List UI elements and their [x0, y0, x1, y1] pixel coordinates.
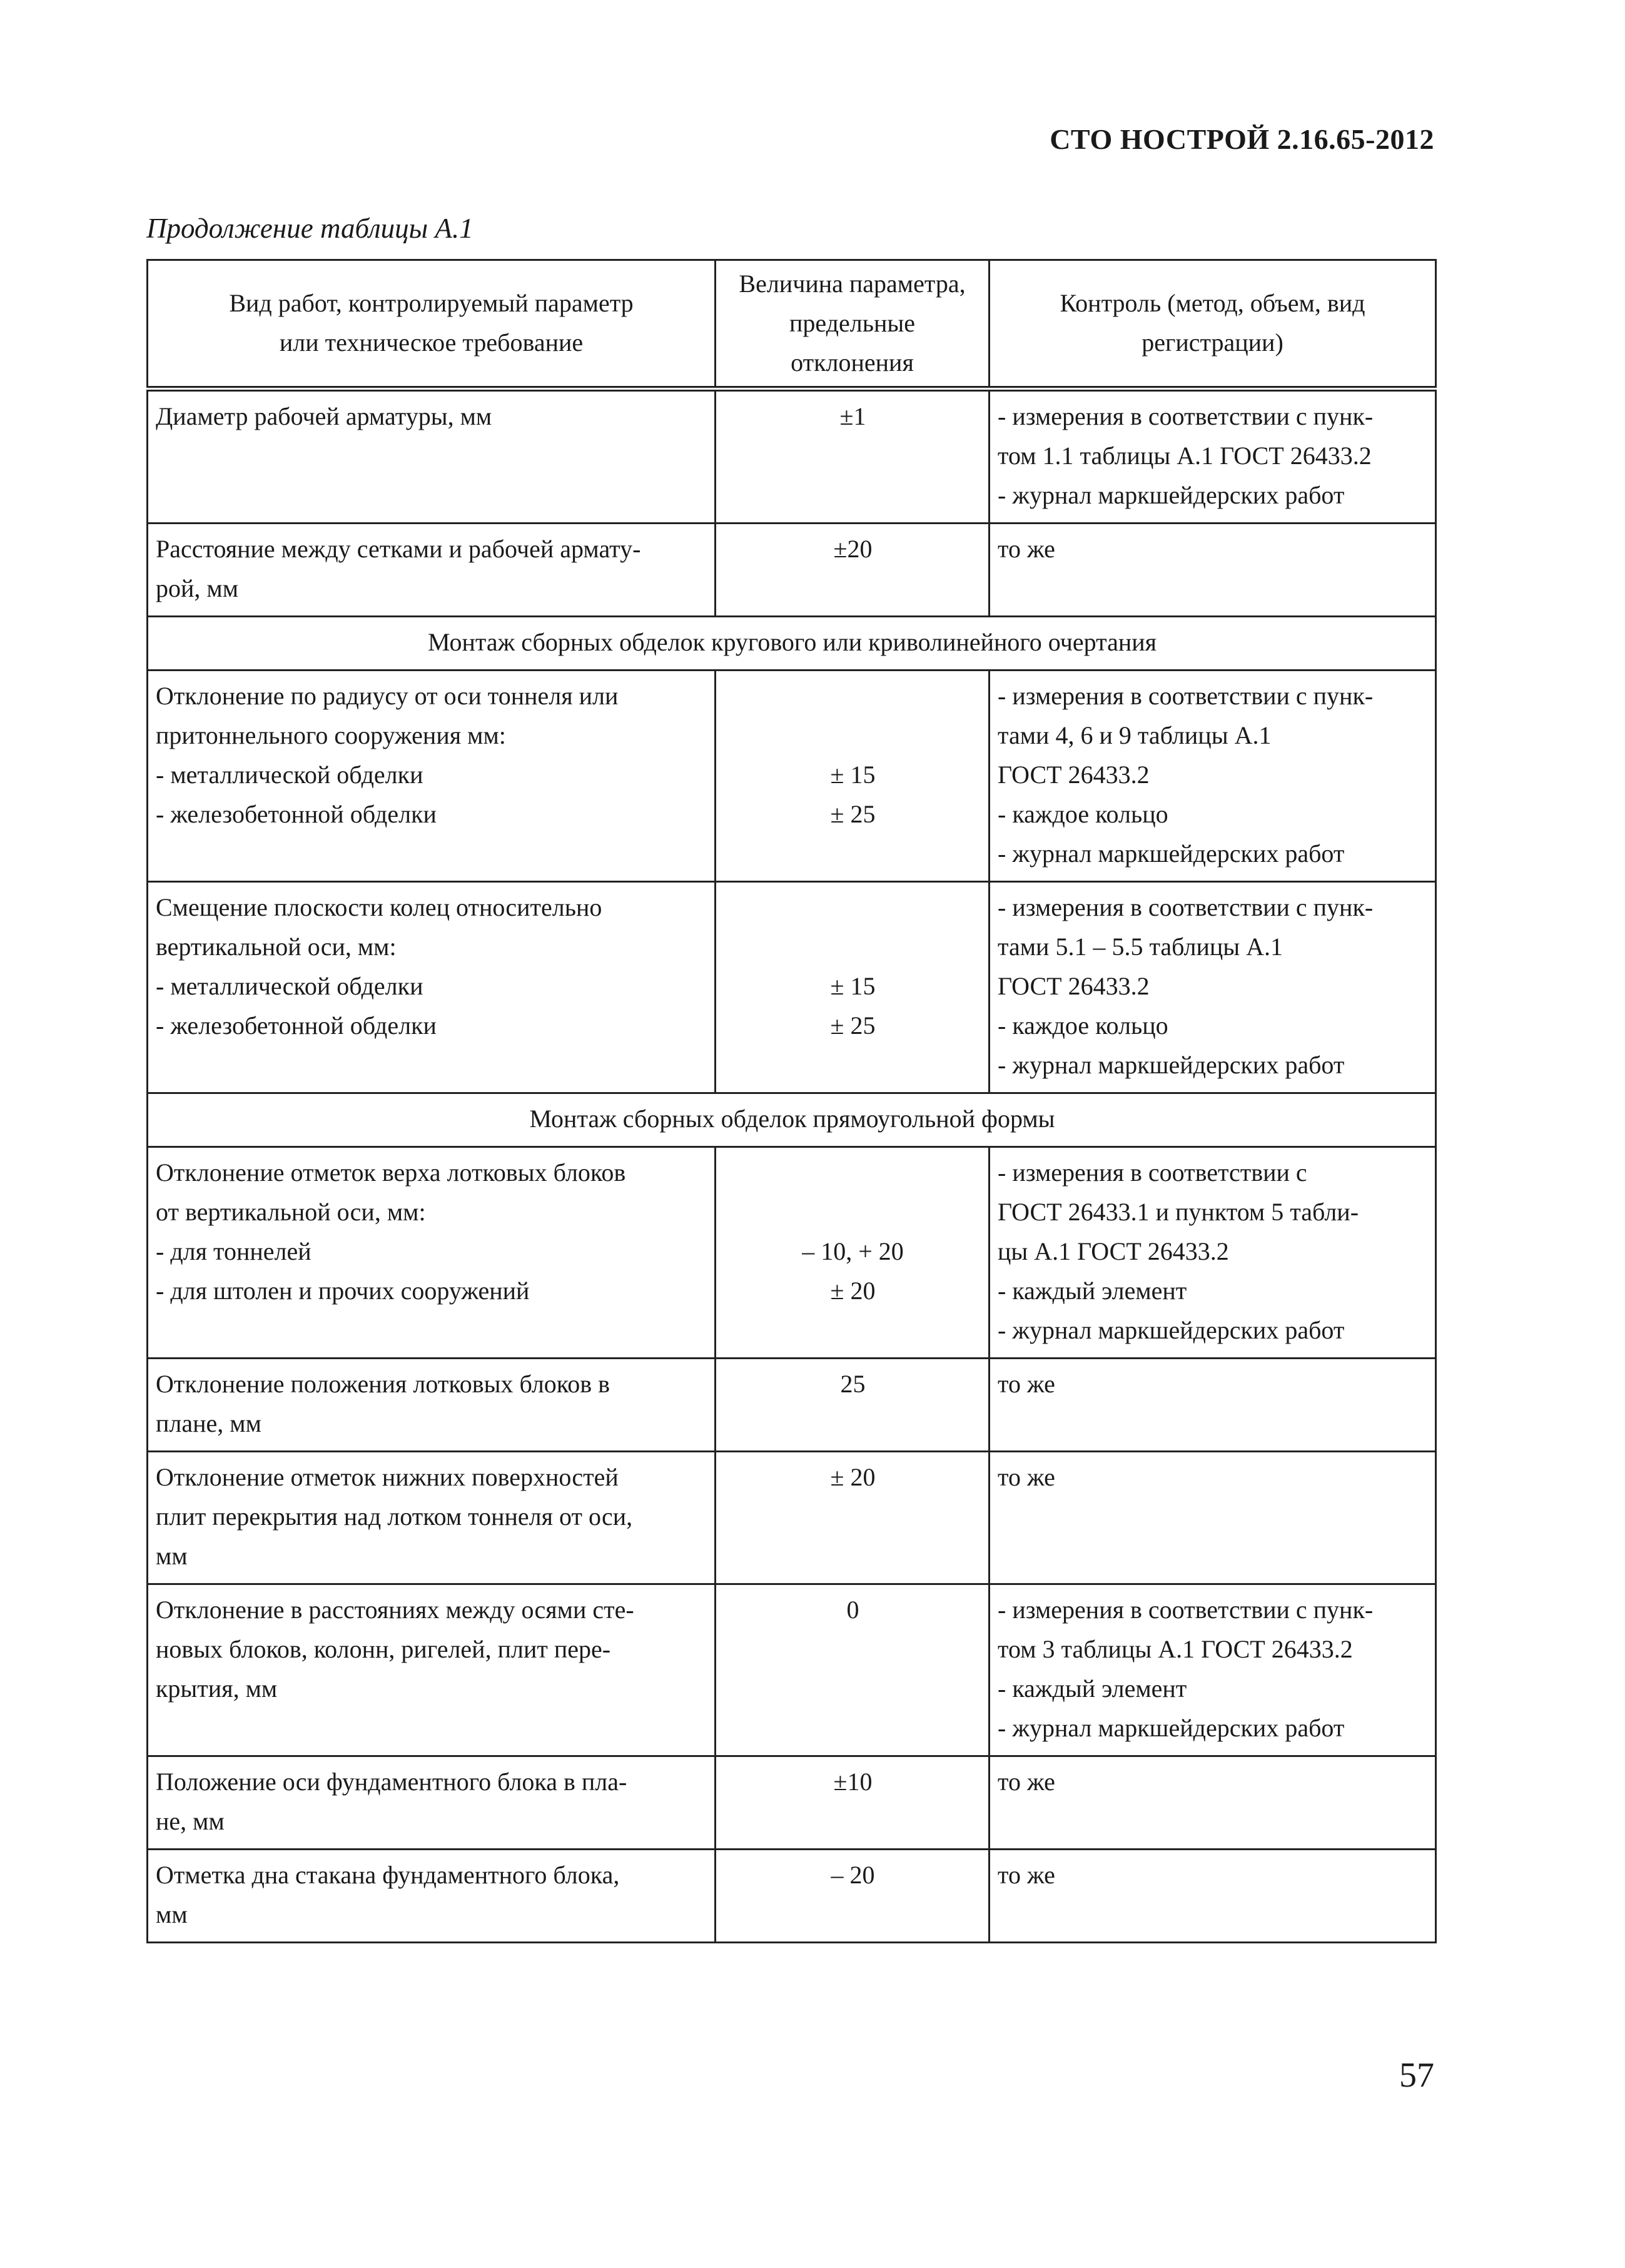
- header-text: Вид работ, контролируемый параметр: [229, 289, 634, 317]
- cell-line: Отклонение отметок нижних поверхностей: [156, 1463, 619, 1491]
- cell-line: мм: [156, 1900, 188, 1928]
- cell-line: 25: [840, 1370, 866, 1398]
- section-row: [148, 1093, 1436, 1147]
- table-row: [148, 1147, 1436, 1359]
- cell-line: вертикальной оси, мм:: [156, 933, 397, 961]
- cell-line: притоннельного сооружения мм:: [156, 721, 506, 749]
- cell-line: - для штолен и прочих сооружений: [156, 1277, 530, 1305]
- cell-line: - журнал маркшейдерских работ: [998, 1051, 1345, 1079]
- cell-line: ± 20: [830, 1463, 876, 1491]
- cell-line: от вертикальной оси, мм:: [156, 1198, 426, 1226]
- cell-line: - железобетонной обделки: [156, 1011, 437, 1040]
- table-row: [148, 1584, 1436, 1756]
- cell-line: ± 20: [830, 1277, 876, 1305]
- table-row: [148, 882, 1436, 1093]
- header-text: регистрации): [1142, 328, 1283, 357]
- table-header-row: [148, 260, 1436, 389]
- cell-line: мм: [156, 1542, 188, 1570]
- cell-line: ±10: [833, 1768, 873, 1796]
- table-row: [148, 1850, 1436, 1943]
- param-cell: [148, 389, 716, 524]
- cell-line: том 3 таблицы А.1 ГОСТ 26433.2: [998, 1635, 1353, 1663]
- param-cell: [148, 1147, 716, 1359]
- cell-line: Положение оси фундаментного блока в пла-: [156, 1768, 627, 1796]
- param-cell: [148, 1756, 716, 1850]
- control-cell: [990, 389, 1436, 524]
- value-cell: [716, 1147, 990, 1359]
- param-cell: [148, 1359, 716, 1452]
- value-cell: [716, 1584, 990, 1756]
- requirements-table: [146, 259, 1437, 1943]
- cell-line: том 1.1 таблицы А.1 ГОСТ 26433.2: [998, 442, 1372, 470]
- header-text: предельные: [789, 308, 915, 337]
- param-cell: [148, 524, 716, 617]
- control-cell: [990, 1850, 1436, 1943]
- cell-line: ГОСТ 26433.2: [998, 761, 1150, 789]
- control-cell: [990, 882, 1436, 1093]
- table-row: [148, 1359, 1436, 1452]
- header-text: или техническое требование: [279, 328, 584, 357]
- cell-line: 0: [846, 1596, 859, 1624]
- section-row: [148, 617, 1436, 671]
- header-work-type: [148, 260, 716, 389]
- param-cell: [148, 1850, 716, 1943]
- table-row: [148, 389, 1436, 524]
- header-control: [990, 260, 1436, 389]
- param-cell: [148, 1584, 716, 1756]
- cell-line: ±20: [833, 535, 873, 563]
- value-cell: [716, 671, 990, 882]
- cell-line: то же: [998, 535, 1055, 563]
- param-cell: [148, 671, 716, 882]
- cell-line: ГОСТ 26433.1 и пунктом 5 табли-: [998, 1198, 1359, 1226]
- cell-line: [724, 1192, 982, 1232]
- page-number: 57: [1399, 2056, 1434, 2095]
- table-row: [148, 524, 1436, 617]
- cell-line: [724, 676, 982, 716]
- cell-line: - измерения в соответствии с пунк-: [998, 682, 1374, 710]
- cell-line: рой, мм: [156, 574, 239, 602]
- value-cell: [716, 882, 990, 1093]
- cell-line: Отклонение положения лотковых блоков в: [156, 1370, 610, 1398]
- cell-line: не, мм: [156, 1807, 225, 1835]
- cell-line: ГОСТ 26433.2: [998, 972, 1150, 1000]
- value-cell: [716, 1850, 990, 1943]
- cell-line: - каждый элемент: [998, 1674, 1187, 1703]
- cell-line: то же: [998, 1768, 1055, 1796]
- cell-line: новых блоков, колонн, ригелей, плит пере-: [156, 1635, 611, 1663]
- param-cell: [148, 882, 716, 1093]
- cell-line: Расстояние между сетками и рабочей армату-: [156, 535, 641, 563]
- cell-line: - измерения в соответствии с: [998, 1158, 1307, 1187]
- cell-line: цы А.1 ГОСТ 26433.2: [998, 1237, 1229, 1265]
- cell-line: - журнал маркшейдерских работ: [998, 839, 1345, 868]
- section-title: Монтаж сборных обделок прямоугольной формы: [148, 1093, 1436, 1147]
- cell-line: тами 5.1 – 5.5 таблицы А.1: [998, 933, 1283, 961]
- cell-line: - металлической обделки: [156, 972, 423, 1000]
- cell-line: то же: [998, 1463, 1055, 1491]
- cell-line: - каждый элемент: [998, 1277, 1187, 1305]
- cell-line: Диаметр рабочей арматуры, мм: [156, 402, 492, 430]
- cell-line: - журнал маркшейдерских работ: [998, 481, 1345, 509]
- control-cell: [990, 1584, 1436, 1756]
- cell-line: Отклонение отметок верха лотковых блоков: [156, 1158, 626, 1187]
- cell-line: Отклонение в расстояниях между осями сте-: [156, 1596, 634, 1624]
- document-code: СТО НОСТРОЙ 2.16.65-2012: [1050, 123, 1434, 155]
- control-cell: [990, 524, 1436, 617]
- cell-line: плит перекрытия над лотком тоннеля от оси,: [156, 1502, 633, 1531]
- cell-line: ±1: [839, 402, 866, 430]
- header-value: [716, 260, 990, 389]
- cell-line: ± 15: [830, 972, 876, 1000]
- table-row: [148, 671, 1436, 882]
- value-cell: [716, 1452, 990, 1584]
- control-cell: [990, 1359, 1436, 1452]
- cell-line: Отклонение по радиусу от оси тоннеля или: [156, 682, 619, 710]
- cell-line: ± 25: [830, 1011, 876, 1040]
- header-text: Контроль (метод, объем, вид: [1060, 289, 1365, 317]
- param-cell: [148, 1452, 716, 1584]
- control-cell: [990, 1452, 1436, 1584]
- value-cell: [716, 524, 990, 617]
- value-cell: [716, 1359, 990, 1452]
- cell-line: крытия, мм: [156, 1674, 278, 1703]
- cell-line: Отметка дна стакана фундаментного блока,: [156, 1861, 620, 1889]
- value-cell: [716, 389, 990, 524]
- header-text: отклонения: [791, 348, 914, 377]
- cell-line: - измерения в соответствии с пунк-: [998, 1596, 1374, 1624]
- control-cell: [990, 1756, 1436, 1850]
- cell-line: - измерения в соответствии с пунк-: [998, 893, 1374, 921]
- cell-line: [724, 888, 982, 927]
- cell-line: [724, 927, 982, 966]
- cell-line: - металлической обделки: [156, 761, 423, 789]
- cell-line: - журнал маркшейдерских работ: [998, 1316, 1345, 1344]
- cell-line: - железобетонной обделки: [156, 800, 437, 828]
- cell-line: - измерения в соответствии с пунк-: [998, 402, 1374, 430]
- cell-line: то же: [998, 1370, 1055, 1398]
- control-cell: [990, 671, 1436, 882]
- table-row: [148, 1756, 1436, 1850]
- cell-line: - каждое кольцо: [998, 1011, 1168, 1040]
- cell-line: - для тоннелей: [156, 1237, 311, 1265]
- control-cell: [990, 1147, 1436, 1359]
- table-body: [148, 389, 1436, 1943]
- table-caption: Продолжение таблицы А.1: [146, 213, 473, 244]
- cell-line: – 10, + 20: [802, 1237, 904, 1265]
- cell-line: - каждое кольцо: [998, 800, 1168, 828]
- cell-line: ± 15: [830, 761, 876, 789]
- cell-line: ± 25: [830, 800, 876, 828]
- cell-line: - журнал маркшейдерских работ: [998, 1714, 1345, 1742]
- section-title: Монтаж сборных обделок кругового или криволинейного очертания: [148, 617, 1436, 671]
- cell-line: тами 4, 6 и 9 таблицы А.1: [998, 721, 1272, 749]
- table-row: [148, 1452, 1436, 1584]
- cell-line: плане, мм: [156, 1409, 261, 1437]
- cell-line: Смещение плоскости колец относительно: [156, 893, 602, 921]
- header-text: Величина параметра,: [739, 269, 966, 298]
- cell-line: [724, 716, 982, 755]
- cell-line: – 20: [831, 1861, 875, 1889]
- cell-line: то же: [998, 1861, 1055, 1889]
- cell-line: [724, 1153, 982, 1192]
- value-cell: [716, 1756, 990, 1850]
